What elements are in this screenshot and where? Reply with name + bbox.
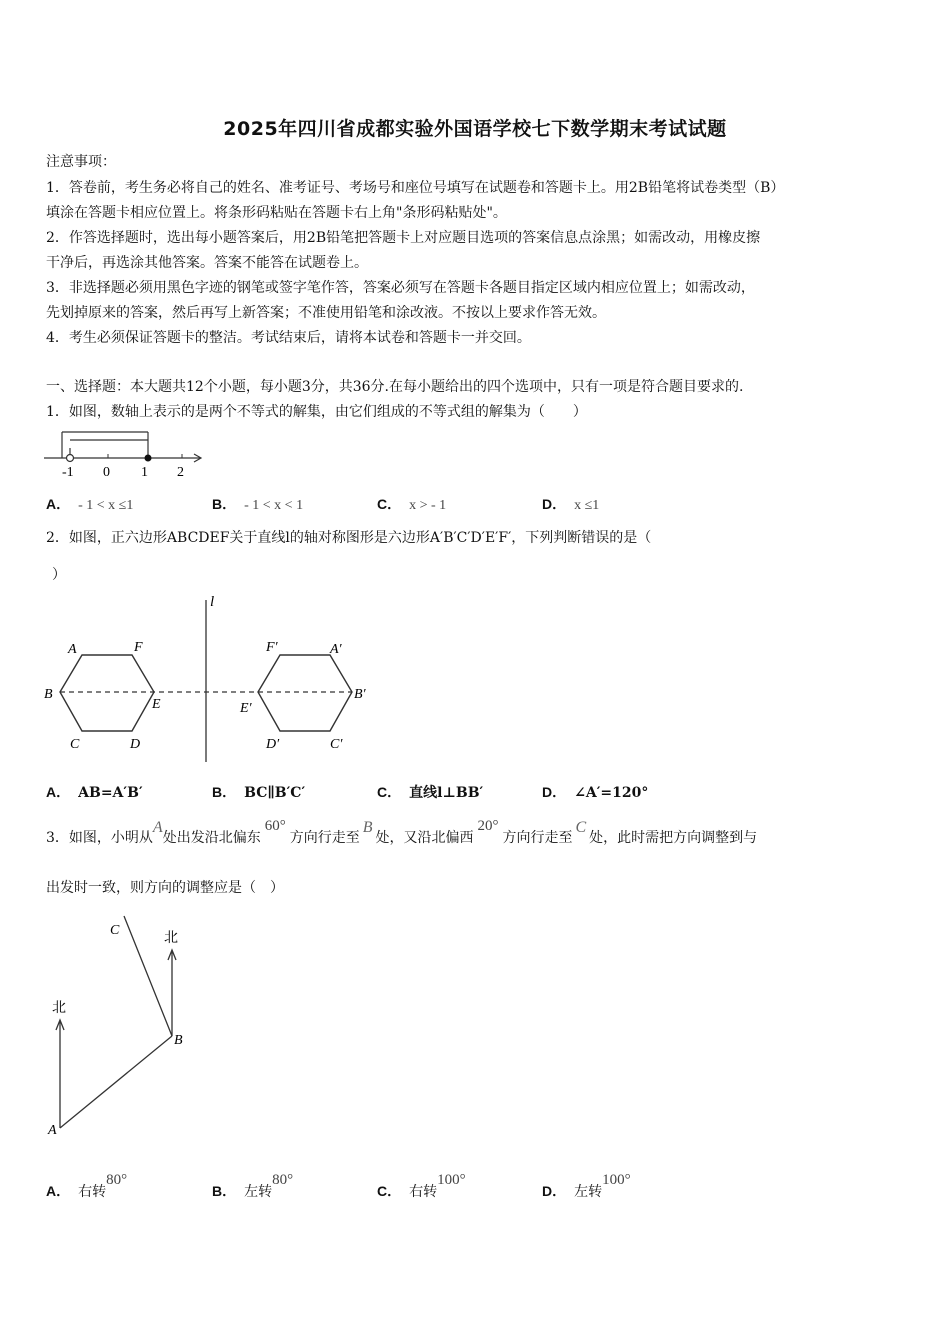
q3-angle-2: 20° (477, 818, 499, 834)
option-angle: 100° (437, 1172, 466, 1188)
option-value: - 1 < x ≤1 (78, 498, 134, 513)
option-value: 右转 (409, 1184, 438, 1200)
label-A: A (48, 1123, 57, 1138)
option-letter: D． (542, 784, 567, 800)
hexagon-image (258, 655, 352, 731)
q3-direction-figure (40, 910, 200, 1140)
q3-text-part: 方向行走至 (502, 830, 573, 846)
label-B: B (44, 687, 53, 702)
option-value: BC∥B′C′ (244, 785, 306, 801)
q3-option-c[interactable] (377, 1168, 466, 1202)
question-3-text (46, 820, 757, 856)
page-title: 2025年四川省成都实验外国语学校七下数学期末考试试题 (223, 118, 727, 140)
north-label: 北 (164, 931, 178, 946)
option-letter: A． (46, 496, 71, 512)
option-angle: 80° (272, 1172, 294, 1188)
label-Ap: A′ (330, 642, 342, 657)
label-A: A (68, 642, 77, 657)
notice-line: 3．非选择题必须用黑色字迹的钢笔或签字笔作答，答案必须写在答题卡各题目指定区域内相应位置上；如需改动， (46, 280, 755, 296)
option-letter: D． (542, 1183, 567, 1199)
label-C: C (110, 923, 120, 938)
label-D: D (130, 737, 141, 752)
option-value: AB=A′B′ (78, 785, 143, 801)
q3-point-c: C (575, 819, 587, 836)
label-F: F (134, 640, 143, 655)
q3-point-b: B (362, 819, 373, 836)
option-value: x > - 1 (409, 498, 447, 513)
option-value: 直线l⊥BB′ (409, 785, 484, 801)
option-letter: D． (542, 496, 567, 512)
open-point (67, 455, 74, 462)
option-letter: A． (46, 784, 71, 800)
q2-option-a[interactable] (46, 782, 143, 803)
q3-option-a[interactable] (46, 1168, 127, 1202)
option-letter: B． (212, 784, 237, 800)
tick-label: 1 (141, 465, 148, 480)
q3-text-part: 处，此时需把方向调整到与 (589, 830, 758, 846)
label-E: E (152, 697, 161, 712)
q2-option-c[interactable] (377, 782, 483, 803)
closed-point (145, 455, 152, 462)
label-Cp: C′ (330, 737, 343, 752)
label-C: C (70, 737, 80, 752)
option-letter: B． (212, 1183, 237, 1199)
q3-text-part: 3．如图，小明从 (46, 830, 153, 846)
notice-line: 2．作答选择题时，选出每小题答案后，用2B铅笔把答题卡上对应题目选项的答案信息点涂黑；如需改动，用橡皮擦 (46, 230, 761, 246)
q3-point-a: A (152, 819, 163, 836)
option-angle: 100° (602, 1172, 631, 1188)
option-letter: C． (377, 496, 402, 512)
label-B: B (174, 1033, 183, 1048)
option-letter: C． (377, 784, 402, 800)
q3-angle-1: 60° (264, 818, 286, 834)
q1-number-line (40, 426, 210, 482)
label-l: l (210, 594, 215, 610)
option-value: 左转 (244, 1184, 273, 1200)
q3-text-part: 处，又沿北偏西 (375, 830, 474, 846)
option-letter: A． (46, 1183, 71, 1199)
hexagon-abcdef (60, 655, 154, 731)
label-Ep: E′ (240, 701, 252, 716)
notice-line: 4．考生必须保证答题卡的整洁。考试结束后，请将本试卷和答题卡一并交回。 (46, 330, 531, 346)
notice-line: 填涂在答题卡相应位置上。将条形码粘贴在答题卡右上角"条形码粘贴处"。 (46, 205, 507, 221)
q3-text-part: 方向行走至 (289, 830, 360, 846)
q1-option-b[interactable] (212, 494, 303, 516)
label-Fp: F′ (266, 640, 278, 655)
question-2-text: 2．如图，正六边形ABCDEF关于直线l的轴对称图形是六边形A′B′C′D′E′F′，下列判断错误的是（ (46, 530, 652, 546)
notice-line: 1．答卷前，考生务必将自己的姓名、准考证号、考场号和座位号填写在试题卷和答题卡上。用2B铅笔将试卷类型（B） (46, 180, 785, 196)
q2-option-b[interactable] (212, 782, 305, 803)
q1-option-c[interactable] (377, 494, 446, 516)
question-3-text-cont: 出发时一致，则方向的调整应是（ ） (46, 880, 284, 896)
option-angle: 80° (106, 1172, 128, 1188)
q3-option-d[interactable] (542, 1168, 631, 1202)
option-letter: B． (212, 496, 237, 512)
q2-option-d[interactable] (542, 782, 648, 803)
q1-option-a[interactable] (46, 494, 133, 516)
notice-line: 先划掉原来的答案，然后再写上新答案；不准使用铅笔和涂改液。不按以上要求作答无效。 (46, 305, 606, 321)
option-value: ∠A′=120° (574, 785, 649, 801)
option-letter: C． (377, 1183, 402, 1199)
notice-heading: 注意事项： (46, 154, 116, 170)
option-value: x ≤1 (574, 498, 600, 513)
q1-option-d[interactable] (542, 494, 599, 516)
label-Bp: B′ (354, 687, 366, 702)
path-ab (60, 1036, 172, 1128)
option-value: 右转 (78, 1184, 107, 1200)
question-1-text: 1．如图，数轴上表示的是两个不等式的解集，由它们组成的不等式组的解集为（ ） (46, 404, 587, 420)
north-label: 北 (52, 1001, 66, 1016)
q3-option-b[interactable] (212, 1168, 293, 1202)
tick-label: 2 (177, 465, 184, 480)
label-Dp: D′ (266, 737, 280, 752)
section-heading: 一、选择题：本大题共12个小题，每小题3分，共36分.在每小题给出的四个选项中，只有一项是符合题目要求的. (46, 379, 744, 395)
q3-text-part: 处出发沿北偏东 (162, 830, 261, 846)
tick-label: -1 (62, 465, 74, 480)
tick-label: 0 (103, 465, 110, 480)
question-2-text-cont: ） (52, 567, 66, 583)
q2-hexagon-figure (40, 590, 380, 770)
option-value: 左转 (574, 1184, 603, 1200)
notice-line: 干净后，再选涂其他答案。答案不能答在试题卷上。 (46, 255, 368, 271)
option-value: - 1 < x < 1 (244, 498, 304, 513)
